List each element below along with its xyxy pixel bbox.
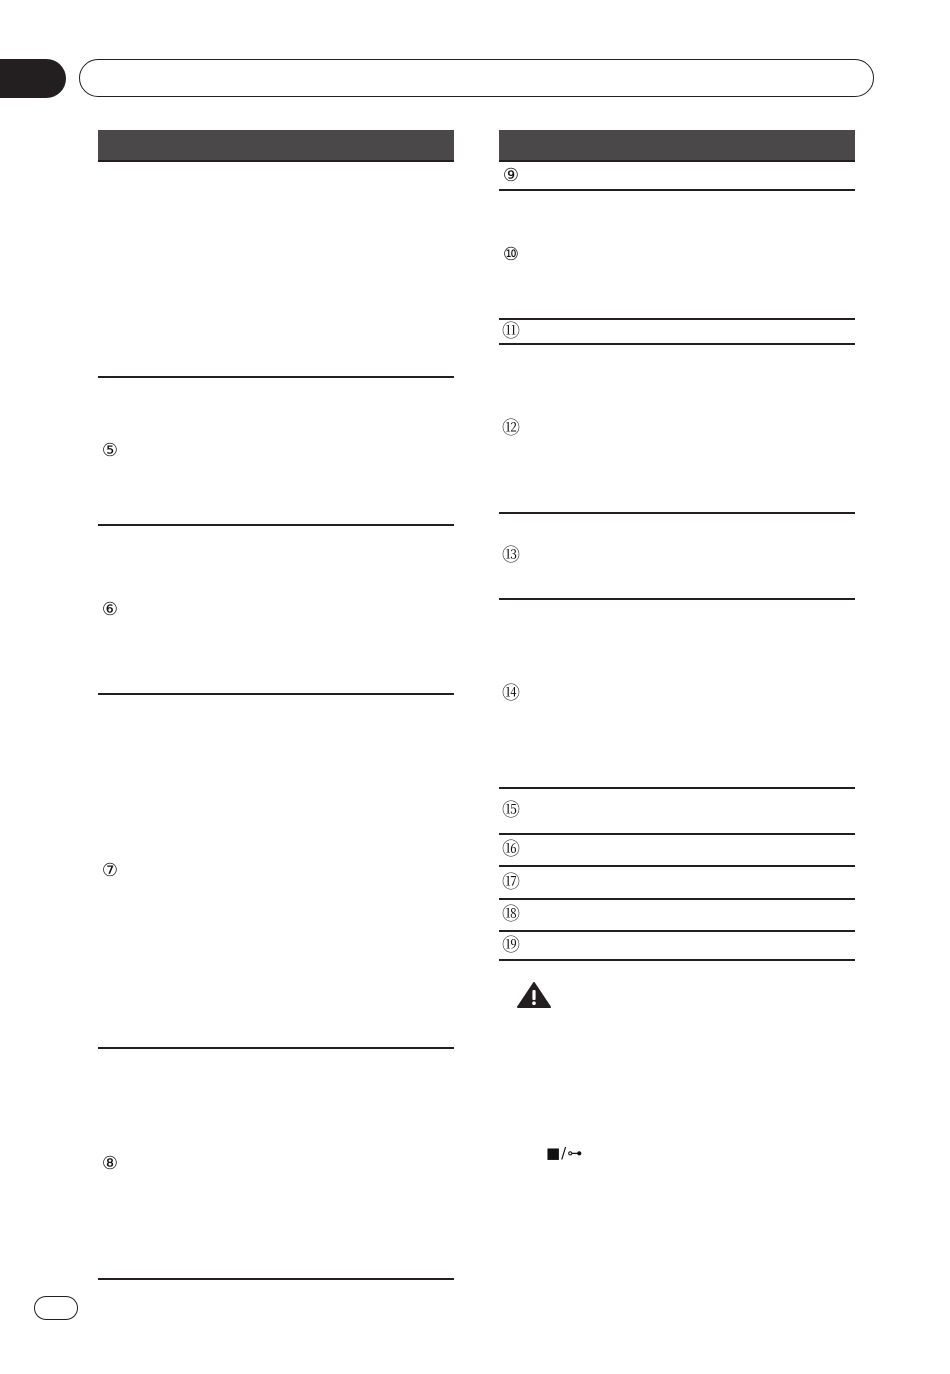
- row-number: ⑯: [502, 839, 520, 860]
- table-row: [98, 526, 454, 695]
- row-number: ⑬: [502, 545, 520, 566]
- row-number: ⑮: [502, 800, 520, 821]
- row-number: ⑲: [502, 934, 520, 956]
- header-bar: [79, 59, 874, 97]
- table-row: [499, 789, 855, 835]
- right-parts-table: [499, 130, 855, 1162]
- row-number: ⑦: [101, 860, 119, 881]
- row-number: ⑧: [101, 1152, 119, 1174]
- stop-and-key-icons: ■/⊶: [546, 1144, 584, 1162]
- row-number: [100, 259, 120, 279]
- warning-triangle-icon: [516, 981, 552, 1009]
- table-row: [499, 932, 855, 961]
- row-number: ⑨: [502, 164, 520, 186]
- page-number-badge: [34, 1296, 78, 1320]
- row-number: ⑭: [502, 682, 520, 704]
- table-row: [98, 378, 454, 526]
- table-row: [499, 514, 855, 600]
- right-table-header: [499, 130, 855, 162]
- table-row: [499, 900, 855, 932]
- left-parts-table: [98, 130, 454, 1280]
- table-row: [499, 191, 855, 320]
- left-table-header: [98, 130, 454, 162]
- row-number: ⑪: [502, 320, 520, 342]
- row-number: ⑩: [502, 243, 520, 265]
- table-row: [98, 695, 454, 1049]
- table-row: [499, 320, 855, 345]
- section-tab: [0, 59, 66, 98]
- table-row: [98, 162, 454, 378]
- row-number: ⑫: [502, 417, 520, 439]
- row-number: ⑥: [101, 598, 119, 620]
- row-number: ⑱: [502, 904, 520, 925]
- row-number: ⑰: [502, 871, 520, 893]
- row-number: ⑤: [101, 440, 119, 461]
- table-row: [98, 1049, 454, 1280]
- table-row: [499, 162, 855, 191]
- table-row: [499, 345, 855, 514]
- table-row: [499, 835, 855, 867]
- table-row: [499, 867, 855, 900]
